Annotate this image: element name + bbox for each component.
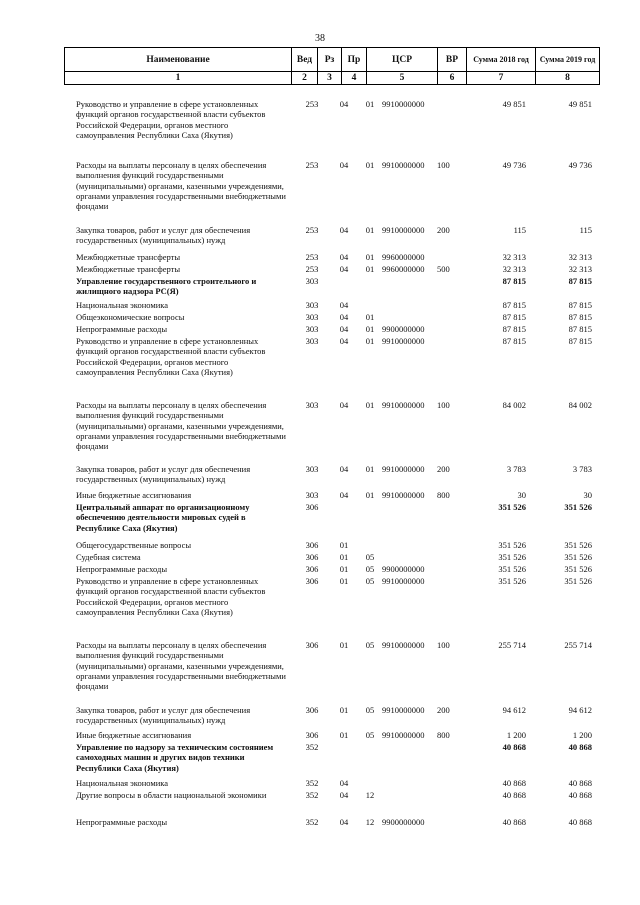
row-pr: 01: [365, 99, 375, 109]
row-name: Управление государственного строительного и жилищного надзора РС(Я): [76, 276, 257, 297]
row-rz: 04: [339, 160, 349, 170]
row-ved: 303: [305, 490, 319, 500]
row-ved: 253: [305, 99, 319, 109]
row-sum-2018: 49 851: [502, 99, 526, 109]
row-name: Судебная система: [76, 552, 141, 562]
row-vr: 100: [437, 160, 450, 170]
row-pr: 05: [365, 552, 375, 562]
row-sum-2019: 3 783: [572, 464, 592, 474]
row-rz: 01: [339, 540, 349, 550]
row-sum-2019: 87 815: [568, 276, 592, 286]
row-sum-2018: 32 313: [502, 252, 526, 262]
row-sum-2018: 87 815: [502, 336, 526, 346]
row-sum-2018: 351 526: [498, 564, 526, 574]
row-ved: 306: [305, 640, 319, 650]
row-sum-2019: 40 868: [568, 742, 592, 752]
row-name: Национальная экономика: [76, 300, 169, 310]
row-sum-2018: 351 526: [498, 502, 526, 512]
row-csr: 9960000000: [382, 264, 425, 274]
row-name: Управление по надзору за техническим состоянием самоходных машин и других видов техники Республики Саха (Якутия): [76, 742, 274, 773]
row-ved: 352: [305, 778, 319, 788]
row-ved: 253: [305, 160, 319, 170]
row-sum-2019: 351 526: [564, 502, 592, 512]
row-csr: 9900000000: [382, 564, 425, 574]
row-csr: 9910000000: [382, 336, 425, 346]
row-ved: 306: [305, 576, 319, 586]
row-ved: 306: [305, 564, 319, 574]
row-sum-2019: 87 815: [568, 324, 592, 334]
row-name: Непрограммные расходы: [76, 564, 168, 574]
row-rz: 04: [339, 464, 349, 474]
row-rz: 01: [339, 730, 349, 740]
row-sum-2018: 94 612: [502, 705, 526, 715]
row-name: Другие вопросы в области национальной экономики: [76, 790, 267, 800]
col-number-7: 7: [467, 72, 536, 85]
row-sum-2019: 1 200: [572, 730, 592, 740]
row-sum-2018: 87 815: [502, 300, 526, 310]
row-ved: 253: [305, 264, 319, 274]
row-sum-2019: 87 815: [568, 312, 592, 322]
row-name: Закупка товаров, работ и услуг для обеспечения государственных (муниципальных) нужд: [76, 225, 251, 246]
col-number-8: 8: [536, 72, 600, 85]
row-pr: 01: [365, 336, 375, 346]
row-sum-2019: 30: [583, 490, 592, 500]
row-ved: 303: [305, 400, 319, 410]
row-rz: 04: [339, 490, 349, 500]
row-name: Закупка товаров, работ и услуг для обеспечения государственных (муниципальных) нужд: [76, 705, 251, 726]
col-sum2019-header: Сумма 2019 год: [536, 48, 600, 72]
row-sum-2019: 84 002: [568, 400, 592, 410]
row-ved: 303: [305, 312, 319, 322]
row-name: Иные бюджетные ассигнования: [76, 490, 192, 500]
row-csr: 9900000000: [382, 817, 425, 827]
col-number-5: 5: [367, 72, 438, 85]
col-number-2: 2: [292, 72, 318, 85]
row-vr: 200: [437, 705, 450, 715]
row-pr: 05: [365, 705, 375, 715]
row-name: Центральный аппарат по организационному обеспечению деятельности мировых судей в Республике Саха (Якутия): [76, 502, 250, 533]
row-csr: 9910000000: [382, 464, 425, 474]
row-name: Непрограммные расходы: [76, 324, 168, 334]
row-sum-2018: 40 868: [502, 742, 526, 752]
row-name: Межбюджетные трансферты: [76, 252, 181, 262]
row-pr: 05: [365, 640, 375, 650]
row-ved: 303: [305, 276, 319, 286]
row-rz: 01: [339, 640, 349, 650]
row-sum-2019: 40 868: [568, 778, 592, 788]
row-pr: 01: [365, 264, 375, 274]
row-csr: 9910000000: [382, 640, 425, 650]
row-csr: 9900000000: [382, 324, 425, 334]
row-rz: 01: [339, 552, 349, 562]
table-header: [64, 47, 600, 85]
row-rz: 04: [339, 99, 349, 109]
row-sum-2019: 351 526: [564, 576, 592, 586]
row-sum-2019: 40 868: [568, 817, 592, 827]
col-number-4: 4: [342, 72, 367, 85]
row-name: Непрограммные расходы: [76, 817, 168, 827]
row-sum-2018: 115: [513, 225, 526, 235]
row-sum-2019: 87 815: [568, 336, 592, 346]
col-name-header: Наименование: [65, 48, 292, 72]
row-csr: 9910000000: [382, 730, 425, 740]
row-rz: 04: [339, 324, 349, 334]
row-name: Расходы на выплаты персоналу в целях обеспечения выполнения функций государственными (муниципальными) органами, казенными учреждениями, органами управления государственными внебюджетными фондами: [76, 400, 286, 452]
row-pr: 05: [365, 564, 375, 574]
row-pr: 05: [365, 576, 375, 586]
col-csr-header: ЦСР: [367, 48, 438, 72]
row-sum-2018: 255 714: [498, 640, 526, 650]
row-rz: 04: [339, 225, 349, 235]
row-csr: 9910000000: [382, 400, 425, 410]
row-csr: 9910000000: [382, 490, 425, 500]
row-ved: 352: [305, 817, 319, 827]
row-sum-2018: 32 313: [502, 264, 526, 274]
row-sum-2019: 351 526: [564, 564, 592, 574]
row-csr: 9960000000: [382, 252, 425, 262]
row-ved: 253: [305, 225, 319, 235]
row-sum-2018: 351 526: [498, 552, 526, 562]
row-sum-2018: 40 868: [502, 817, 526, 827]
row-name: Межбюджетные трансферты: [76, 264, 181, 274]
row-name: Расходы на выплаты персоналу в целях обеспечения выполнения функций государственными (муниципальными) органами, казенными учреждениями, органами управления государственными внебюджетными фондами: [76, 160, 286, 212]
row-rz: 04: [339, 312, 349, 322]
col-vr-header: ВР: [438, 48, 467, 72]
row-rz: 01: [339, 564, 349, 574]
row-name: Руководство и управление в сфере установленных функций органов государственной власти субъектов Российской Федерации, органов местного самоуправления Республики Саха (Якутия): [76, 99, 266, 140]
row-rz: 04: [339, 817, 349, 827]
row-name: Общегосударственные вопросы: [76, 540, 192, 550]
row-name: Закупка товаров, работ и услуг для обеспечения государственных (муниципальных) нужд: [76, 464, 251, 485]
row-ved: 303: [305, 336, 319, 346]
row-rz: 04: [339, 790, 349, 800]
row-sum-2019: 87 815: [568, 300, 592, 310]
row-name: Общеэкономические вопросы: [76, 312, 185, 322]
row-sum-2019: 40 868: [568, 790, 592, 800]
row-sum-2018: 30: [517, 490, 526, 500]
row-pr: 12: [365, 790, 375, 800]
row-ved: 306: [305, 540, 319, 550]
row-ved: 352: [305, 742, 319, 752]
col-pr-header: Пр: [342, 48, 367, 72]
row-rz: 04: [339, 336, 349, 346]
row-ved: 303: [305, 464, 319, 474]
col-sum2018-header: Сумма 2018 год: [467, 48, 536, 72]
row-sum-2018: 87 815: [502, 312, 526, 322]
row-rz: 04: [339, 300, 349, 310]
row-csr: 9910000000: [382, 160, 425, 170]
row-vr: 800: [437, 490, 450, 500]
row-csr: 9910000000: [382, 225, 425, 235]
row-rz: 04: [339, 400, 349, 410]
row-vr: 100: [437, 400, 450, 410]
row-sum-2018: 351 526: [498, 540, 526, 550]
col-rz-header: Рз: [318, 48, 342, 72]
row-sum-2019: 32 313: [568, 252, 592, 262]
row-name: Расходы на выплаты персоналу в целях обеспечения выполнения функций государственными (муниципальными) органами, казенными учреждениями, органами управления государственными внебюджетными фондами: [76, 640, 286, 692]
row-sum-2019: 255 714: [564, 640, 592, 650]
row-name: Национальная экономика: [76, 778, 169, 788]
row-sum-2018: 1 200: [506, 730, 526, 740]
row-pr: 05: [365, 730, 375, 740]
row-sum-2019: 351 526: [564, 540, 592, 550]
col-number-1: 1: [65, 72, 292, 85]
row-rz: 04: [339, 252, 349, 262]
row-pr: 01: [365, 490, 375, 500]
row-rz: 04: [339, 264, 349, 274]
row-pr: 01: [365, 160, 375, 170]
row-ved: 303: [305, 300, 319, 310]
row-rz: 01: [339, 705, 349, 715]
row-vr: 200: [437, 225, 450, 235]
row-ved: 303: [305, 324, 319, 334]
row-pr: 01: [365, 312, 375, 322]
row-sum-2019: 49 736: [568, 160, 592, 170]
row-sum-2018: 49 736: [502, 160, 526, 170]
row-pr: 01: [365, 324, 375, 334]
row-csr: 9910000000: [382, 705, 425, 715]
col-number-6: 6: [438, 72, 467, 85]
row-sum-2018: 84 002: [502, 400, 526, 410]
row-sum-2019: 49 851: [568, 99, 592, 109]
row-sum-2018: 40 868: [502, 778, 526, 788]
row-vr: 500: [437, 264, 450, 274]
row-csr: 9910000000: [382, 99, 425, 109]
row-vr: 200: [437, 464, 450, 474]
row-ved: 306: [305, 705, 319, 715]
col-number-3: 3: [318, 72, 342, 85]
row-sum-2019: 32 313: [568, 264, 592, 274]
row-sum-2019: 94 612: [568, 705, 592, 715]
row-pr: 01: [365, 400, 375, 410]
row-name: Руководство и управление в сфере установленных функций органов государственной власти субъектов Российской Федерации, органов местного самоуправления Республики Саха (Якутия): [76, 576, 266, 617]
row-pr: 12: [365, 817, 375, 827]
row-sum-2019: 115: [579, 225, 592, 235]
col-ved-header: Вед: [292, 48, 318, 72]
row-pr: 01: [365, 225, 375, 235]
row-csr: 9910000000: [382, 576, 425, 586]
row-vr: 100: [437, 640, 450, 650]
row-ved: 306: [305, 552, 319, 562]
row-sum-2018: 87 815: [502, 324, 526, 334]
row-ved: 306: [305, 502, 319, 512]
row-rz: 04: [339, 778, 349, 788]
row-vr: 800: [437, 730, 450, 740]
row-rz: 01: [339, 576, 349, 586]
row-ved: 306: [305, 730, 319, 740]
row-sum-2018: 3 783: [506, 464, 526, 474]
row-ved: 352: [305, 790, 319, 800]
row-sum-2018: 351 526: [498, 576, 526, 586]
row-pr: 01: [365, 252, 375, 262]
row-name: Руководство и управление в сфере установленных функций органов государственной власти субъектов Российской Федерации, органов местного самоуправления Республики Саха (Якутия): [76, 336, 266, 377]
row-pr: 01: [365, 464, 375, 474]
row-ved: 253: [305, 252, 319, 262]
page-number: 38: [315, 33, 325, 44]
row-sum-2018: 87 815: [502, 276, 526, 286]
row-name: Иные бюджетные ассигнования: [76, 730, 192, 740]
row-sum-2019: 351 526: [564, 552, 592, 562]
row-sum-2018: 40 868: [502, 790, 526, 800]
